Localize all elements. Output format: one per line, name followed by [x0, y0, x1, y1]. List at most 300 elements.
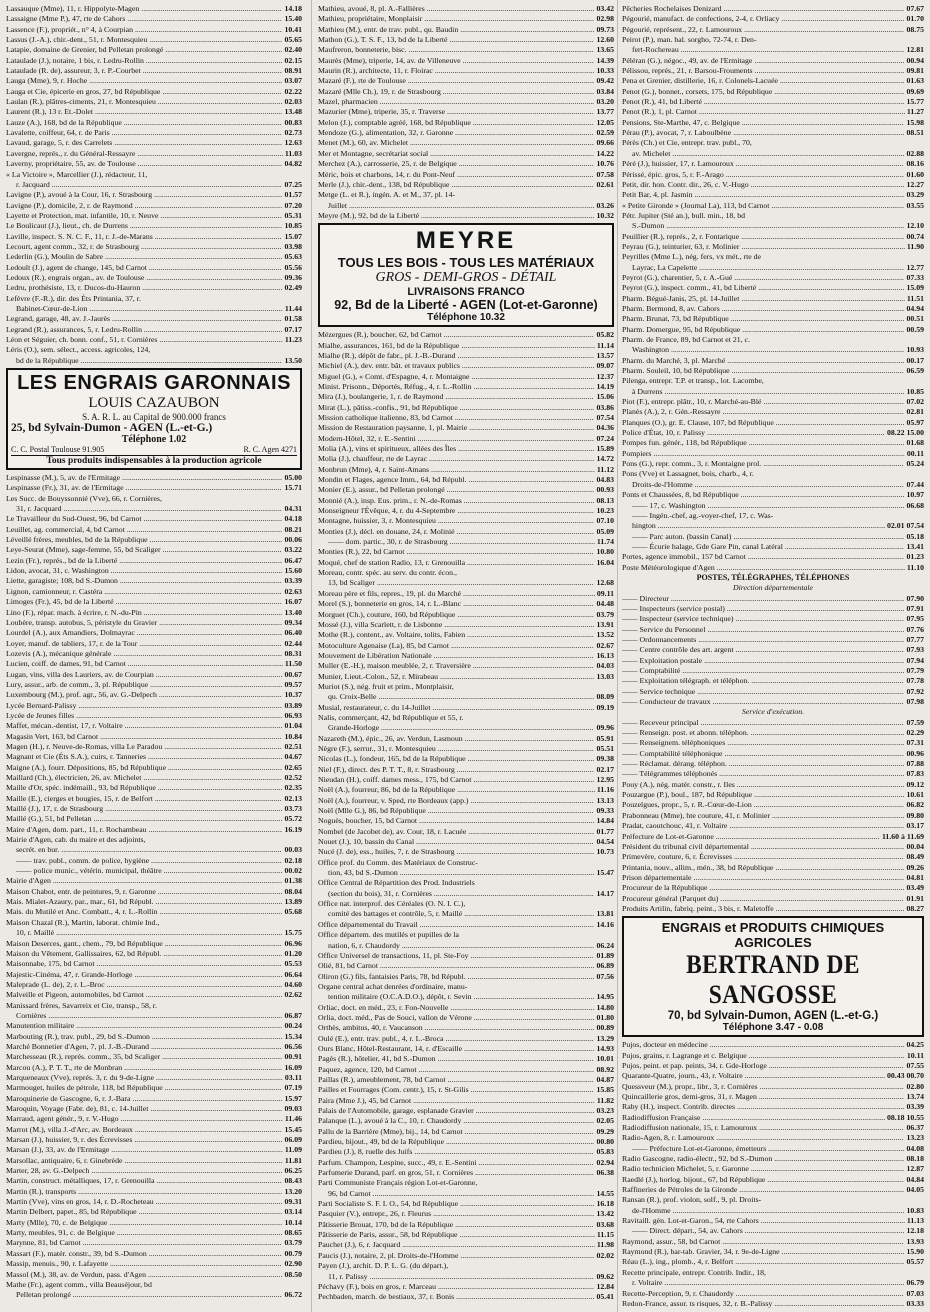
listing-text: Maffet, mécan.-dentist, 17, r. Voltaire ..... — [6, 721, 282, 731]
phone-number: 03.39 — [906, 1102, 924, 1112]
listing-entry — [622, 552, 924, 562]
listing-text: Radio Gascogne, radio-électr., 92, bd S.-Dumon ..... — [622, 1154, 904, 1164]
listing-text: Office départemental du Travail ..... — [318, 920, 594, 930]
phone-number: 02.73 — [284, 128, 302, 138]
listing-text: Pharm. Bermond, 8, av. Cahors ..... — [622, 304, 904, 314]
listing-entry — [318, 1044, 614, 1054]
listing-entry — [318, 465, 614, 475]
listing-text: —— Ingén.-chef, ag.-voyer-chef, 17, c. Was- — [632, 510, 774, 520]
listing-entry — [318, 578, 614, 588]
listing-text: —— Préfecture Lot-et-Garonne, émetteurs ..... — [632, 1144, 904, 1154]
listing-text: Redon-France, assur. ts risques, 32, r. B.-Palissy ..... — [622, 1299, 904, 1309]
listing-entry — [622, 480, 924, 490]
listing-entry — [622, 790, 924, 800]
listing-text: Léon et Séguier, ch. bonn. conf., 51, r. Cornières ..... — [6, 335, 283, 345]
phone-number: 13.42 — [596, 1209, 614, 1219]
phone-number: 05.00 — [284, 473, 302, 483]
listing-entry — [622, 459, 924, 469]
phone-number: 15.45 — [284, 1124, 302, 1134]
listing-text: Mazel, pharmacien ..... — [318, 97, 594, 107]
listing-entry — [6, 87, 302, 97]
listing-text: Penot (G.), bonnet., corsets, 175, bd République ..... — [622, 87, 904, 97]
listing-entry — [622, 1113, 924, 1123]
column-2 — [318, 4, 614, 1303]
phone-number: 11.15 — [596, 1230, 614, 1240]
listing-text: Président du tribunal civil départemental ..... — [622, 842, 904, 852]
listing-entry — [318, 951, 614, 961]
listing-group — [622, 780, 924, 914]
listing-text: Le Travailleur du Sud-Ouest, 96, bd Carnot ..... — [6, 514, 282, 524]
phone-number: 10.23 — [596, 506, 614, 516]
listing-text: Pérau (P.), avocat, 7, r. Laboulbène ..... — [622, 128, 904, 138]
listing-text: Maroquin, Voyage (Fabr. de), 81, c. 14-Juillet ..... — [6, 1104, 282, 1114]
listing-entry — [6, 180, 302, 190]
listing-entry — [318, 434, 614, 444]
listing-text: Raffineries de Pétroles de la Gironde ..... — [622, 1185, 904, 1195]
listing-entry — [318, 1261, 614, 1271]
listing-text: Portes, agence immobil., 157 bd Carnot ..... — [622, 552, 904, 562]
phone-number: 07.19 — [284, 1083, 302, 1093]
phone-number: 02.01 07.54 — [886, 521, 924, 531]
listing-text: Monbrun (Mme), 4, r. Saint-Amans ..... — [318, 465, 595, 475]
phone-number: 00.89 — [596, 1023, 614, 1033]
listing-entry — [6, 138, 302, 148]
column-divider — [311, 0, 312, 1312]
listing-text: Parfumerie Durand, parf. en gros, 51, r. Cornières ..... — [318, 1168, 594, 1178]
listing-text: Nieudan (H.), coiff. dames mess., 175, bd Carnot ..... — [318, 775, 594, 785]
phone-number: 01.58 — [284, 314, 302, 324]
listing-text: Office Universel de transactions, 11, pl. Ste-Foy ..... — [318, 951, 594, 961]
listing-text: —— Direct. départ., 54, av. Cahors ..... — [632, 1226, 904, 1236]
listing-entry — [622, 1102, 924, 1112]
phone-number: 02.94 — [596, 1157, 614, 1167]
phone-number: 03.14 — [284, 1207, 302, 1217]
phone-number: 09.11 — [596, 588, 614, 598]
phone-number: 14.16 — [596, 919, 614, 929]
listing-text: Marynne, 81, bd Carnot ..... — [6, 1238, 282, 1248]
listing-entry — [6, 56, 302, 66]
listing-text: Quincaillerie gros, demi-gros, 31, r. Magen ..... — [622, 1092, 904, 1102]
phone-number: 06.87 — [284, 1010, 302, 1020]
phone-number: 09.81 — [906, 66, 924, 76]
phone-number: 15.09 — [906, 283, 924, 293]
listing-text: Procureur de la République ..... — [622, 883, 904, 893]
listing-text: Miguel (G.), « Comt. d'Espagne, 4, r. Montaigne ..... — [318, 372, 594, 382]
listing-text: Manutention militaire ..... — [6, 1021, 282, 1031]
listing-entry — [6, 556, 302, 566]
phone-number: 11.98 — [596, 1240, 614, 1250]
listing-text: Pompes fun. génér., 118, bd République ..... — [622, 438, 904, 448]
listing-entry — [318, 87, 614, 97]
listing-text: Ledru, prothésiste, 13, r. Ducos-du-Hauron ..... — [6, 283, 282, 293]
phone-number: 02.18 — [284, 855, 302, 865]
listing-entry — [318, 920, 614, 930]
listing-text: Mission de Restauration paysanne, 1, pl. Mairie ..... — [318, 423, 594, 433]
listing-entry — [622, 407, 924, 417]
listing-entry — [622, 501, 924, 511]
listing-text: Pouzelgues, propr., 5, r. R.-Cœur-de-Lion ..... — [622, 800, 904, 810]
listing-group — [6, 4, 302, 366]
phone-number: 01.60 — [906, 169, 924, 179]
listing-entry — [622, 1175, 924, 1185]
listing-entry — [6, 701, 302, 711]
listing-entry — [622, 1071, 924, 1081]
phone-number: 01.91 — [906, 893, 924, 903]
phone-number: 07.20 — [284, 200, 302, 210]
listing-text: —— dom. partic., 30, r. de Strasbourg ..... — [328, 537, 595, 547]
phone-number: 05.83 — [596, 1147, 614, 1157]
listing-text: Monier (E.), assur., bd Pelletan prolongé ..... — [318, 485, 594, 495]
listing-text: Majestic-Cinéma, 47, r. Grande-Horloge ..... — [6, 970, 282, 980]
phone-number: 01.70 — [906, 14, 924, 24]
phone-number: 07.59 — [906, 717, 924, 727]
listing-text: Mathieu, avoué, 8, pl. A.-Fallières ..... — [318, 4, 594, 14]
listing-entry — [6, 1218, 302, 1228]
listing-entry — [318, 1230, 614, 1240]
listing-entry — [318, 97, 614, 107]
phone-number: 06.96 — [284, 938, 302, 948]
listing-entry — [6, 294, 302, 304]
listing-entry — [622, 1278, 924, 1288]
listing-entry — [318, 149, 614, 159]
listing-text: Massol (M.), 38, av. de Verdun, pass. d'Agen ..... — [6, 1270, 282, 1280]
listing-entry — [622, 614, 924, 624]
listing-entry — [622, 1247, 924, 1257]
listing-entry — [622, 635, 924, 645]
phone-number: 00.11 — [906, 448, 924, 458]
phone-number: 08.27 — [906, 903, 924, 913]
listing-entry — [6, 659, 302, 669]
listing-entry — [318, 992, 614, 1002]
listing-text: Limoges (Fr.), 45, bd de la Liberté ..... — [6, 597, 282, 607]
listing-entry — [318, 211, 614, 221]
listing-entry — [6, 1073, 302, 1083]
listing-entry — [622, 76, 924, 86]
listing-text: Marcou (A.), P. T. T., rte de Monbran ..... — [6, 1063, 282, 1073]
listing-entry — [622, 469, 924, 479]
listing-text: tention militaire (O.C.A.D.O.), dépôt, r. Sevin ..... — [328, 992, 594, 1002]
listing-text: S.-Dumon ..... — [632, 221, 904, 231]
listing-entry — [6, 1166, 302, 1176]
listing-entry — [622, 511, 924, 521]
phone-number: 11.14 — [596, 340, 614, 350]
phone-number: 08.65 — [284, 1228, 302, 1238]
listing-entry — [622, 87, 924, 97]
listing-text: Produits Artilin, fabriq. peint., 3 bis, r. Maletoffe ..... — [622, 904, 904, 914]
listing-text: —— Renseign. post. et abonn. téléphon. ..... — [622, 728, 904, 738]
phone-number: 00.43 00.70 — [886, 1071, 924, 1081]
listing-entry — [6, 825, 302, 835]
listing-text: Munier, Lieut.-Colon., 52, r. Mirabeau ..... — [318, 672, 594, 682]
phone-number: 05.09 — [596, 526, 614, 536]
phone-number: 05.82 — [596, 330, 614, 340]
listing-text: Quessveur (M.), propr., libr., 3, r. Cornières ..... — [622, 1082, 904, 1092]
listing-text: Procureur général (Parquet du) ..... — [622, 894, 904, 904]
listing-entry — [318, 118, 614, 128]
listing-text: Lassauque (Mme), 11, r. Hippolyte-Magen ..... — [6, 4, 282, 14]
listing-text: Pégourié, représent., 22, r. Lamouroux ..... — [622, 25, 904, 35]
listing-text: Montagne, huissier, 3, r. Montesquieu ..... — [318, 516, 594, 526]
listing-entry — [318, 620, 614, 630]
listing-entry — [6, 473, 302, 483]
listing-entry — [622, 718, 924, 728]
listing-text: Lassus (J.-A.), chir.-dent., 51, r. Montesquieu ..... — [6, 35, 282, 45]
listing-entry — [318, 692, 614, 702]
listing-text: Laville, inspect. S. N. C. F., 11, r. J.-de-Marans ..... — [6, 232, 282, 242]
listing-group — [622, 1040, 924, 1309]
ad-capital: S. A. R. L. au Capital de 900.000 francs — [82, 412, 226, 423]
listing-text: Planès (A.), 2, r. Gén.-Ressayre ..... — [622, 407, 904, 417]
listing-text: Molia (A.), vins et spiritueux, allées des Îles ..... — [318, 444, 594, 454]
phone-number: 00.59 — [906, 324, 924, 334]
listing-entry — [6, 335, 302, 345]
phone-number: 04.18 — [284, 514, 302, 524]
listing-text: —— Écurie halage, Gde Gare Pin, canal Latéral ..... — [632, 542, 904, 552]
listing-entry — [6, 66, 302, 76]
listing-entry — [622, 294, 924, 304]
listing-text: Mothe (R.), content., av. Voltaire, tolits, Fabien ..... — [318, 630, 594, 640]
phone-number: 02.17 — [596, 764, 614, 774]
listing-text: Peyrot (G.), charentier, 5, r. A.-Gué ..... — [622, 273, 904, 283]
listing-text: Pompiers ..... — [622, 449, 905, 459]
listing-text: « Petite Gironde » (Journal La), 113, bd Carnot ..... — [622, 201, 904, 211]
listing-text: Lataulade (J.), notaire, 1 bis, r. Ledru-Rollin ..... — [6, 56, 282, 66]
phone-number: 08.18 10.55 — [886, 1112, 924, 1122]
listing-text: —— Réclamat. dérang. téléphon. ..... — [622, 759, 904, 769]
listing-text: Musial, restaurateur, c. du 14-Juillet ..... — [318, 703, 594, 713]
listing-entry — [622, 821, 924, 831]
listing-text: Babinet-Cœur-de-Lion ..... — [16, 304, 283, 314]
listing-text: Magnant et Cie (Éts S.A.), cuirs, r. Tanneries ..... — [6, 752, 282, 762]
phone-number: 10.83 — [906, 1205, 924, 1215]
listing-text: Nombel (de Jacobet de), av. Cour, 18, r. Lacuée ..... — [318, 827, 594, 837]
listing-text: Mer et Montagne, secrétariat social ..... — [318, 149, 594, 159]
listing-text: Monseigneur l'Évêque, 4, r. du 4-Septembre ..... — [318, 506, 594, 516]
listing-entry — [6, 814, 302, 824]
listing-text: Lozevis (A.), mécanique générale ..... — [6, 649, 282, 659]
listing-entry — [6, 597, 302, 607]
phone-number: 00.74 — [906, 231, 924, 241]
listing-entry — [622, 1257, 924, 1267]
listing-text: Lefèvre (F.-R.), dir. des Éts Printania, 37, r. — [6, 293, 141, 303]
phone-number: 03.17 — [906, 821, 924, 831]
listing-entry — [318, 403, 614, 413]
phone-number: 08.21 — [284, 524, 302, 534]
listing-text: Malveille et Pigeon, automobiles, bd Carnot ..... — [6, 990, 282, 1000]
phone-number: 05.51 — [596, 743, 614, 753]
listing-entry — [622, 687, 924, 697]
listing-text: 11, r. Palissy ..... — [328, 1272, 594, 1282]
listing-text: Lidon, avocat, 31, c. Washington ..... — [6, 566, 282, 576]
listing-entry — [318, 899, 614, 909]
phone-number: 05.65 — [284, 35, 302, 45]
listing-text: Maleprade (L. de), 2, r. L.-Broc ..... — [6, 980, 282, 990]
phone-number: 07.92 — [906, 686, 924, 696]
listing-entry — [6, 76, 302, 86]
listing-entry — [6, 773, 302, 783]
listing-entry — [622, 1268, 924, 1278]
listing-text: Pérès (Ch.) et Cie, entrepr. trav. publ., 70, — [622, 138, 752, 148]
phone-number: 10.76 — [596, 159, 614, 169]
phone-number: 04.60 — [284, 979, 302, 989]
phone-number: 04.31 — [284, 504, 302, 514]
listing-entry — [622, 532, 924, 542]
listing-entry — [622, 1154, 924, 1164]
listing-entry — [622, 128, 924, 138]
phone-number: 10.11 — [906, 1050, 924, 1060]
listing-entry — [6, 1114, 302, 1124]
phone-number: 05.53 — [284, 959, 302, 969]
listing-text: —— Télégrammes téléphonés ..... — [622, 769, 904, 779]
listing-text: Parti Communiste Français région Lot-et-Garonne, — [318, 1178, 478, 1188]
listing-text: Penot (R.), 41, bd Liberté ..... — [622, 97, 904, 107]
listing-entry — [6, 690, 302, 700]
phone-number: 01.80 — [596, 1012, 614, 1022]
phone-number: 00.17 — [906, 355, 924, 365]
listing-entry — [6, 928, 302, 938]
listing-text: Office nat. interprof. des Céréales (O. N. I. C.), — [318, 899, 466, 909]
phone-number: 16.19 — [284, 824, 302, 834]
listing-text: Legrand, garage, 48, av. J.-Jaurès ..... — [6, 314, 282, 324]
listing-entry — [622, 180, 924, 190]
phone-number: 01.04 — [284, 721, 302, 731]
phone-number: 02.65 — [284, 762, 302, 772]
listing-text: Mais. du Mutilé et Anc. Combatt., 4, r. L.-Rollin ..... — [6, 907, 282, 917]
phone-number: 13.13 — [596, 795, 614, 805]
phone-number: 04.94 — [906, 303, 924, 313]
phone-number: 10.14 — [284, 1217, 302, 1227]
listing-text: Leuillet, ag. commercial, 4, bd Carnot ..... — [6, 525, 282, 535]
listing-entry — [318, 868, 614, 878]
phone-number: 09.07 — [596, 361, 614, 371]
listing-text: qu. Croix-Belle ..... — [328, 692, 594, 702]
listing-text: Maigne (A.), fourr. Dépositions, 85, bd République ..... — [6, 763, 282, 773]
listing-entry — [6, 670, 302, 680]
listing-entry — [318, 190, 614, 200]
listing-text: Merchez (A.), carrosserie, 25, r. de Belgique ..... — [318, 159, 594, 169]
listing-text: Pégourié, manufact. de confections, 2-4, r. Orliacy ..... — [622, 14, 904, 24]
listing-entry — [622, 1051, 924, 1061]
listing-entry — [6, 283, 302, 293]
phone-number: 14.17 — [596, 888, 614, 898]
phone-number: 07.76 — [906, 624, 924, 634]
phone-number: 05.68 — [284, 907, 302, 917]
listing-entry — [6, 970, 302, 980]
listing-text: Pharm. de France, 89, bd Carnot et 21, c. — [622, 335, 750, 344]
phone-number: 03.84 — [596, 86, 614, 96]
listing-text: Radio technicien Michelet, 5, r. Garonne ..... — [622, 1164, 904, 1174]
listing-entry — [318, 1178, 614, 1188]
listing-entry — [6, 1042, 302, 1052]
listing-entry — [318, 672, 614, 682]
listing-text: Mazaré (Mlle Ch.), 19, r. de Strasbourg ..... — [318, 87, 594, 97]
phone-number: 07.98 — [906, 697, 924, 707]
phone-number: 04.82 — [284, 159, 302, 169]
listing-text: Menet (M.), 60, av. Michelet ..... — [318, 138, 594, 148]
listing-text: Ravitaill. gén. Lot-et-Garon., 54, rte Cahors ..... — [622, 1216, 905, 1226]
listing-entry — [622, 221, 924, 231]
listing-entry — [6, 1270, 302, 1280]
listing-text: à Durrens ..... — [632, 387, 904, 397]
listing-entry — [6, 566, 302, 576]
phone-number: 00.83 — [284, 117, 302, 127]
listing-entry — [318, 889, 614, 899]
phone-number: 13.93 — [906, 1236, 924, 1246]
listing-entry — [318, 382, 614, 392]
listing-entry — [318, 961, 614, 971]
phone-number: 08.04 — [284, 886, 302, 896]
listing-text: —— Centre contrôle des art. argent ..... — [622, 645, 904, 655]
listing-text: Pailles et Fourrages (Com. centr.), 15, r. St-Gilis ..... — [318, 1085, 594, 1095]
listing-text: —— Service du Personnel ..... — [622, 625, 904, 635]
listing-text: Prison départementale ..... — [622, 873, 904, 883]
listing-text: Prabonneau (Mme), hte couture, 41, r. Molinier ..... — [622, 811, 904, 821]
phone-number: 06.25 — [284, 1166, 302, 1176]
phone-number: 14.93 — [596, 1043, 614, 1053]
listing-entry — [622, 242, 924, 252]
listing-entry — [6, 1290, 302, 1300]
listing-text: Motoculture Agenaise (La), 85, bd Carnot ..... — [318, 641, 594, 651]
phone-number: 11.44 — [284, 303, 302, 313]
listing-text: Metge (L. et R.), ingén. A. et M., 37, pl. 14- — [318, 190, 456, 200]
phone-number: 16.18 — [596, 1199, 614, 1209]
listing-entry — [318, 878, 614, 888]
listing-text: r. Jacquard ..... — [16, 180, 282, 190]
listing-text: Marsollac, antiquaire, 6, r. Ginebrède ..... — [6, 1156, 283, 1166]
listing-entry — [318, 858, 614, 868]
listing-entry — [6, 587, 302, 597]
listing-entry — [622, 170, 924, 180]
listing-entry — [622, 232, 924, 242]
listing-entry — [622, 1061, 924, 1071]
listing-text: Orliac, doct. en méd., 23, r. Fon-Nouvelle ..... — [318, 1003, 594, 1013]
listing-entry — [318, 1096, 614, 1106]
listing-text: Pharm. du Marché, 3, pl. Marché ..... — [622, 356, 904, 366]
phone-number: 02.35 — [284, 783, 302, 793]
listing-text: Nazareth (M.), épic., 26, av. Verdun, Lasmoun ..... — [318, 734, 594, 744]
listing-entry — [622, 1206, 924, 1216]
listing-entry — [6, 1280, 302, 1290]
listing-text: Mission catholique italienne, 83, bd Carnot ..... — [318, 413, 594, 423]
listing-text: Pouzargue (P.), boul., 187, bd République ..... — [622, 790, 904, 800]
listing-text: Pauchet (J.), 6, r. Jacquard ..... — [318, 1240, 595, 1250]
ad-phone: Téléphone 3.47 - 0.08 — [722, 1022, 824, 1034]
phone-number: 07.78 — [906, 676, 924, 686]
listing-text: Marraud, agent génér., 9, r. V.-Hugo ..... — [6, 1114, 283, 1124]
listing-text: Paira (Mme J.), 45, bd Carnot ..... — [318, 1096, 595, 1106]
listing-text: Nucé (J. de), ess., huiles, 7, r. de Strasbourg ..... — [318, 847, 594, 857]
listing-text: Mondin et Flages, agence Imm., 64, bd Républ. ..... — [318, 475, 594, 485]
listing-text: —— Service technique ..... — [622, 687, 904, 697]
phone-number: 08.31 — [284, 648, 302, 658]
listing-text: Muriot (S.), nég. fruit et prim., Montplaisir, — [318, 681, 454, 691]
listing-entry — [318, 25, 614, 35]
phone-number: 13.81 — [596, 909, 614, 919]
listing-text: Pharm. Domergue, 95, bd République ..... — [622, 325, 904, 335]
listing-text: Peuillier (R.), représ., 2, r. Fontarique ..... — [622, 232, 904, 242]
phone-number: 07.91 — [906, 603, 924, 613]
column-3 — [622, 4, 924, 1309]
ad-title: BERTRAND DE SANGOSSE — [686, 950, 860, 1010]
phone-number: 08.13 — [596, 495, 614, 505]
listing-text: Loyer, manuf. de tabliers, 17, r. de la Tour ..... — [6, 639, 282, 649]
phone-number: 13.91 — [596, 619, 614, 629]
ad-phone: Téléphone 10.32 — [427, 312, 505, 324]
listing-entry — [622, 769, 924, 779]
listing-entry — [622, 263, 924, 273]
listing-text: Raby (H.), inspect. Contrib. directes ..... — [622, 1102, 904, 1112]
listing-text: (section du bois), 31, r. Cornières ..... — [328, 889, 594, 899]
